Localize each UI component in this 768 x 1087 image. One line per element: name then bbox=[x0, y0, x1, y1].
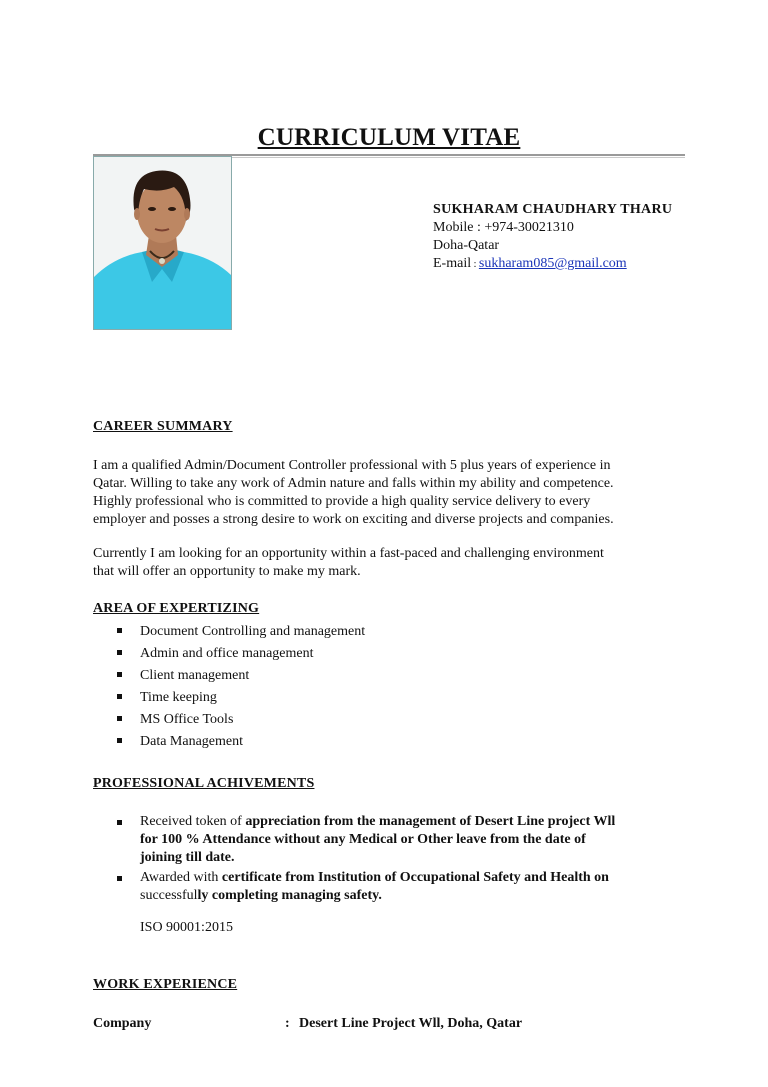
list-item: Data Management bbox=[93, 731, 653, 753]
location: Doha-Qatar bbox=[433, 238, 500, 253]
list-item: Awarded with certificate from Institution of Occupational Safety and Health on successfully completing managing safety. bbox=[93, 869, 693, 905]
expertise-heading: AREA OF EXPERTIZING bbox=[93, 601, 260, 616]
list-item: Received token of appreciation from the management of Desert Line project Wll for 100 % Attendance without any Medical or Other leave from the date of joining till date. bbox=[93, 813, 693, 867]
list-item: Document Controlling and management bbox=[93, 621, 653, 643]
email-line bbox=[433, 255, 672, 274]
email-link[interactable]: sukharam085@gmail.com bbox=[478, 256, 627, 271]
summary-line: that will offer an opportunity to make my mark. bbox=[93, 564, 361, 579]
career-summary-paragraph-1 bbox=[93, 457, 683, 529]
bullet-icon bbox=[117, 876, 122, 881]
bullet-icon bbox=[117, 820, 122, 825]
email-separator: : bbox=[471, 259, 479, 270]
list-item: Client management bbox=[93, 665, 653, 687]
achievements-list bbox=[93, 813, 693, 905]
bullet-icon bbox=[117, 716, 122, 721]
summary-line: Highly professional who is committed to provide a high quality service delivery to every bbox=[93, 494, 591, 509]
career-summary-paragraph-2 bbox=[93, 545, 683, 581]
bullet-icon bbox=[117, 694, 122, 699]
list-item: MS Office Tools bbox=[93, 709, 653, 731]
career-summary-heading: CAREER SUMMARY bbox=[93, 419, 233, 434]
profile-photo-image bbox=[94, 157, 231, 329]
summary-line: I am a qualified Admin/Document Controller professional with 5 plus years of experience in bbox=[93, 458, 611, 473]
summary-line: Qatar. Willing to take any work of Admin nature and falls within my ability and competence. bbox=[93, 476, 614, 491]
bullet-icon bbox=[117, 650, 122, 655]
summary-line: employer and posses a strong desire to work on exciting and diverse projects and companies. bbox=[93, 512, 614, 527]
page-title: CURRICULUM VITAE bbox=[257, 124, 521, 151]
bullet-icon bbox=[117, 672, 122, 677]
expertise-list bbox=[93, 621, 653, 753]
email-label: E-mail bbox=[433, 256, 472, 271]
bullet-icon bbox=[117, 628, 122, 633]
list-item: Admin and office management bbox=[93, 643, 653, 665]
company-label: Company bbox=[93, 1016, 152, 1031]
summary-line: Currently I am looking for an opportunity within a fast-paced and challenging environment bbox=[93, 546, 604, 561]
contact-block bbox=[433, 201, 672, 274]
profile-photo bbox=[93, 156, 232, 330]
company-separator: : bbox=[285, 1016, 290, 1031]
mobile-number: Mobile : +974-30021310 bbox=[433, 220, 574, 235]
achievements-heading: PROFESSIONAL ACHIVEMENTS bbox=[93, 776, 315, 791]
work-experience-heading: WORK EXPERIENCE bbox=[93, 977, 238, 992]
company-value: Desert Line Project Wll, Doha, Qatar bbox=[299, 1016, 523, 1031]
bullet-icon bbox=[117, 738, 122, 743]
iso-standard: ISO 90001:2015 bbox=[140, 920, 233, 935]
list-item: Time keeping bbox=[93, 687, 653, 709]
candidate-name: SUKHARAM CHAUDHARY THARU bbox=[433, 202, 673, 217]
